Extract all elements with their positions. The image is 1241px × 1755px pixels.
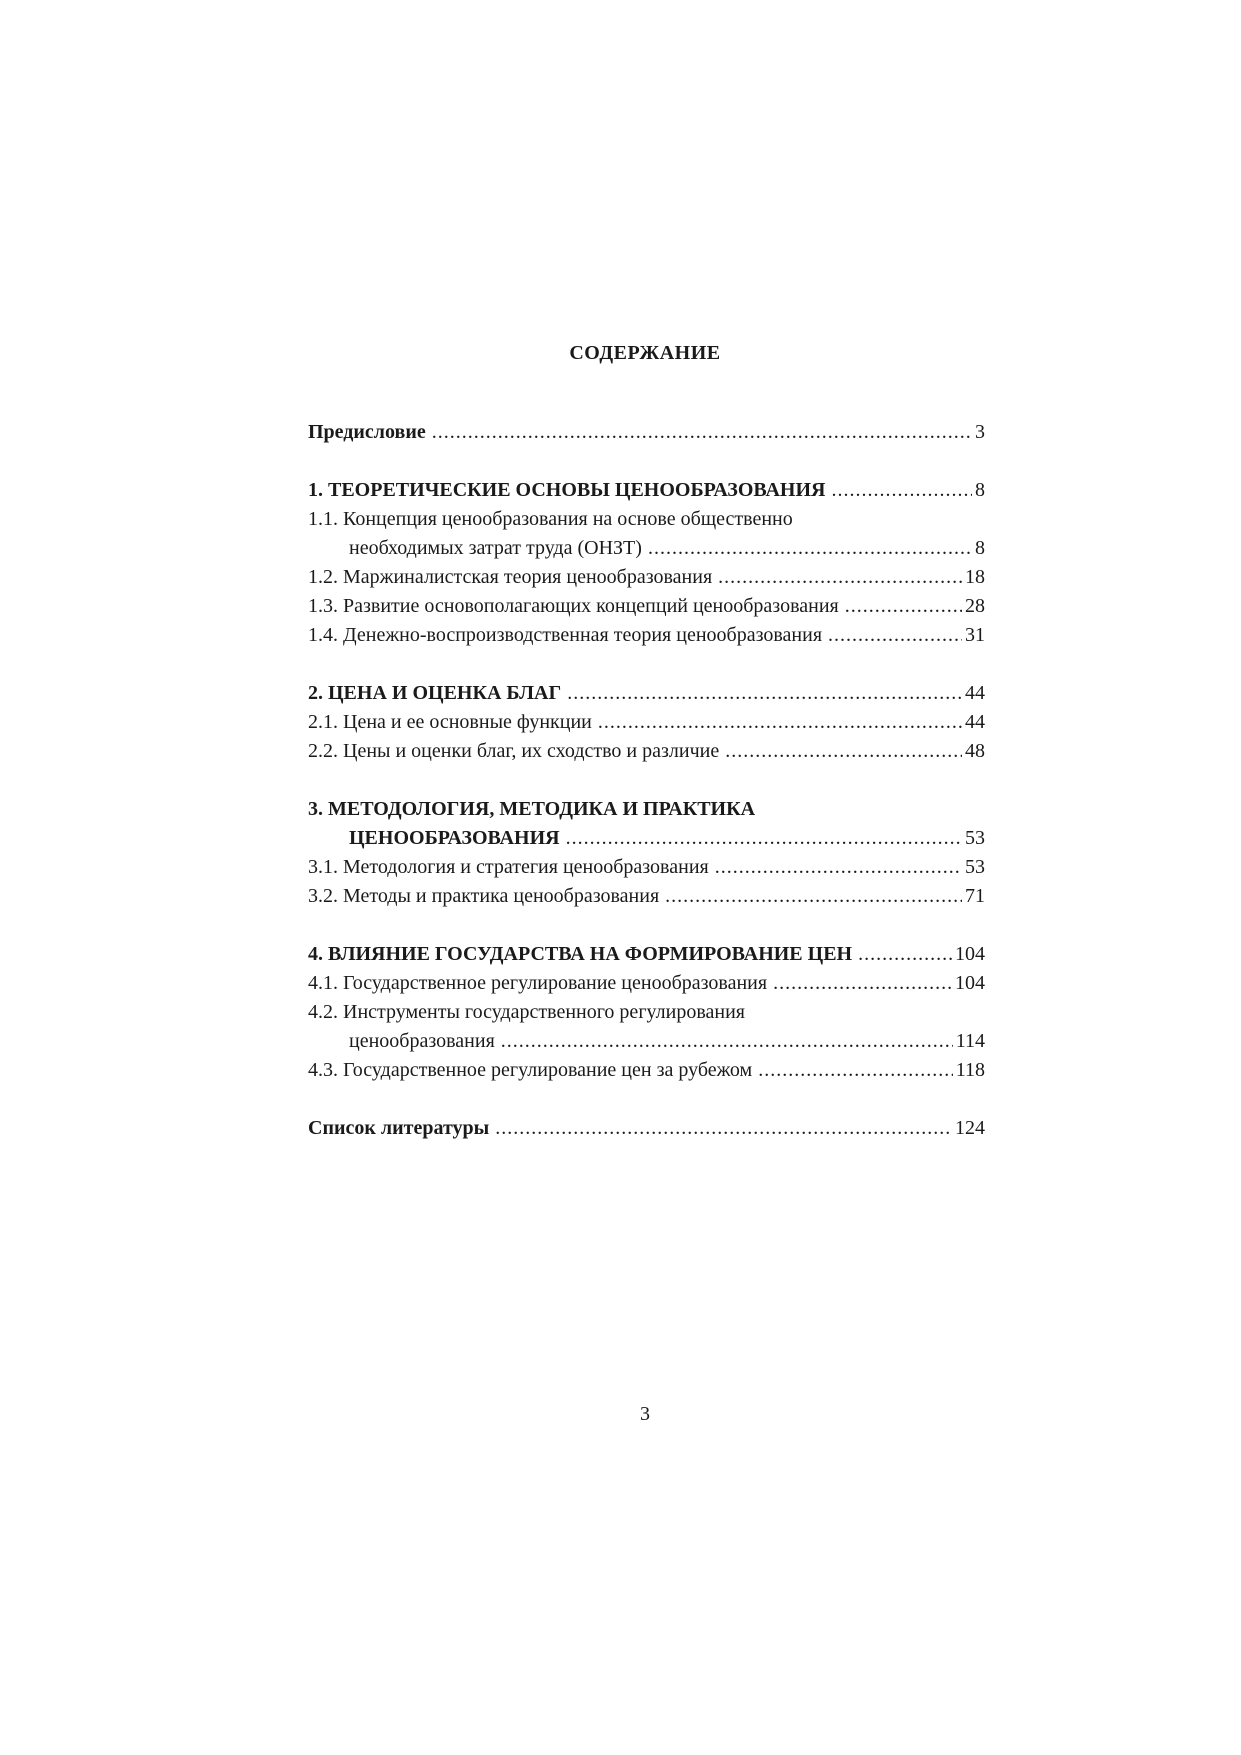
toc-entry-label: 1. ТЕОРЕТИЧЕСКИЕ ОСНОВЫ ЦЕНООБРАЗОВАНИЯ bbox=[308, 479, 826, 501]
leader-dots bbox=[718, 563, 962, 592]
toc-entry-label: необходимых затрат труда (ОНЗТ) bbox=[349, 537, 642, 559]
toc-entry-section-4-2[interactable] bbox=[308, 998, 985, 1027]
toc-entry-label: 1.3. Развитие основополагающих концепций ценообразования bbox=[308, 595, 839, 617]
toc-entry-label: 4.2. Инструменты государственного регулирования bbox=[308, 1001, 745, 1023]
leader-dots bbox=[566, 824, 962, 853]
toc-entry-label: ценообразования bbox=[349, 1030, 495, 1052]
toc-entry-label: ЦЕНООБРАЗОВАНИЯ bbox=[349, 827, 560, 849]
toc-entry-page: 18 bbox=[965, 566, 985, 588]
toc-entry-page: 28 bbox=[965, 595, 985, 617]
toc-entry-label: Предисловие bbox=[308, 421, 426, 443]
toc-entry-page: 118 bbox=[955, 1059, 985, 1081]
toc-entry-chapter-1[interactable] bbox=[308, 476, 985, 505]
toc-entry-label: Список литературы bbox=[308, 1117, 490, 1139]
toc-entry-page: 44 bbox=[965, 682, 985, 704]
leader-dots bbox=[828, 621, 962, 650]
toc-entry-page: 3 bbox=[975, 421, 985, 443]
toc-entry-section-4-1[interactable] bbox=[308, 969, 985, 998]
leader-dots bbox=[758, 1056, 953, 1085]
leader-dots bbox=[831, 476, 972, 505]
toc-entry-label: 4.3. Государственное регулирование цен за рубежом bbox=[308, 1059, 753, 1081]
toc-entry-page: 8 bbox=[975, 479, 985, 501]
toc-title: СОДЕРЖАНИЕ bbox=[569, 342, 721, 364]
leader-dots bbox=[725, 737, 962, 766]
leader-dots bbox=[567, 679, 962, 708]
toc-entry-section-2-2[interactable] bbox=[308, 737, 985, 766]
toc-entry-label: 2.2. Цены и оценки благ, их сходство и различие bbox=[308, 740, 720, 762]
toc-entry-chapter-2[interactable] bbox=[308, 679, 985, 708]
leader-dots bbox=[501, 1027, 953, 1056]
leader-dots bbox=[495, 1114, 952, 1143]
toc-entry-label: 3.2. Методы и практика ценообразования bbox=[308, 885, 660, 907]
toc-entry-label: 1.4. Денежно-воспроизводственная теория ценообразования bbox=[308, 624, 823, 646]
toc-entry-chapter-4[interactable] bbox=[308, 940, 985, 969]
toc-entry-page: 53 bbox=[965, 827, 985, 849]
toc-entry-label: 4.1. Государственное регулирование ценообразования bbox=[308, 972, 768, 994]
toc-entry-page: 8 bbox=[975, 537, 985, 559]
toc-entry-section-2-1[interactable] bbox=[308, 708, 985, 737]
toc-entry-references[interactable] bbox=[308, 1114, 985, 1143]
toc-entry-section-3-1[interactable] bbox=[308, 853, 985, 882]
leader-dots bbox=[598, 708, 962, 737]
toc-entry-page: 104 bbox=[955, 972, 985, 994]
toc-entry-section-1-4[interactable] bbox=[308, 621, 985, 650]
leader-dots bbox=[432, 418, 972, 447]
toc-entry-page: 31 bbox=[965, 624, 985, 646]
leader-dots bbox=[845, 592, 962, 621]
leader-dots bbox=[665, 882, 962, 911]
toc-entry-page: 71 bbox=[965, 885, 985, 907]
toc-entry-section-3-2[interactable] bbox=[308, 882, 985, 911]
leader-dots bbox=[773, 969, 952, 998]
toc-entry-label: 3. МЕТОДОЛОГИЯ, МЕТОДИКА И ПРАКТИКА bbox=[308, 798, 756, 820]
leader-dots bbox=[648, 534, 972, 563]
toc-entry-page: 114 bbox=[955, 1030, 985, 1052]
toc-entry-chapter-3[interactable] bbox=[308, 795, 985, 824]
toc-entry-label: 2.1. Цена и ее основные функции bbox=[308, 711, 592, 733]
toc-entry-label: 1.2. Маржиналистская теория ценообразования bbox=[308, 566, 713, 588]
toc-entry-section-1-2[interactable] bbox=[308, 563, 985, 592]
toc-entry-section-4-2-cont[interactable] bbox=[308, 1027, 985, 1056]
toc-entry-label: 4. ВЛИЯНИЕ ГОСУДАРСТВА НА ФОРМИРОВАНИЕ ЦЕН bbox=[308, 943, 853, 965]
leader-dots bbox=[715, 853, 962, 882]
toc-entry-section-1-1[interactable] bbox=[308, 505, 985, 534]
toc-entry-page: 124 bbox=[955, 1117, 985, 1139]
toc-entry-preface[interactable] bbox=[308, 418, 985, 447]
toc-entry-page: 104 bbox=[955, 943, 985, 965]
leader-dots bbox=[858, 940, 952, 969]
toc-entry-section-1-1-cont[interactable] bbox=[308, 534, 985, 563]
toc-entry-section-1-3[interactable] bbox=[308, 592, 985, 621]
table-of-contents bbox=[308, 418, 985, 1143]
toc-entry-label: 3.1. Методология и стратегия ценообразования bbox=[308, 856, 709, 878]
toc-entry-label: 1.1. Концепция ценообразования на основе общественно bbox=[308, 508, 793, 530]
page-number: 3 bbox=[640, 1403, 650, 1425]
toc-entry-page: 44 bbox=[965, 711, 985, 733]
toc-entry-page: 53 bbox=[965, 856, 985, 878]
toc-entry-page: 48 bbox=[965, 740, 985, 762]
toc-entry-label: 2. ЦЕНА И ОЦЕНКА БЛАГ bbox=[308, 682, 562, 704]
toc-entry-chapter-3-cont[interactable] bbox=[308, 824, 985, 853]
toc-entry-section-4-3[interactable] bbox=[308, 1056, 985, 1085]
